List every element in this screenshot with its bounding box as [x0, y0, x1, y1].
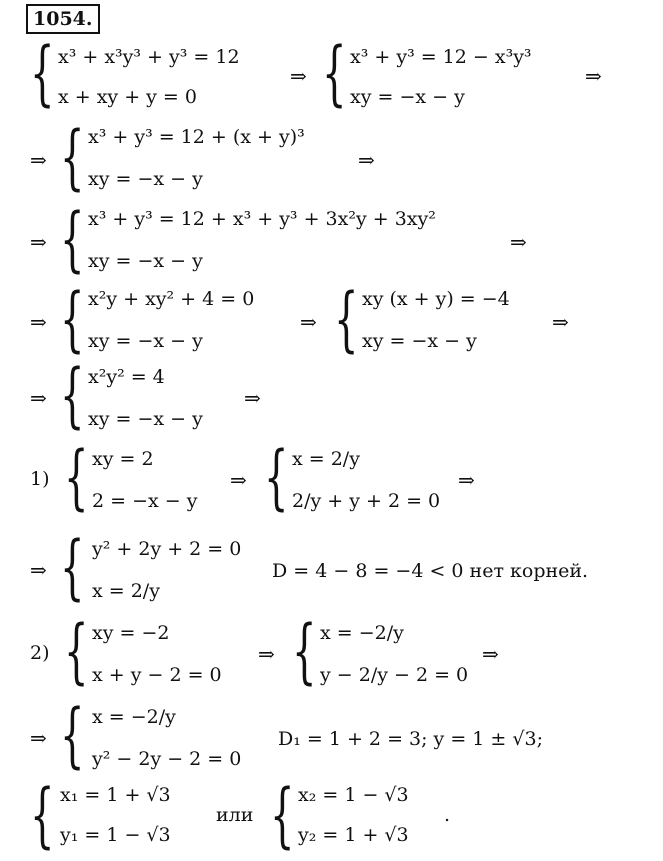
implies-arrow: ⇒ — [482, 642, 499, 666]
implies-arrow: ⇒ — [30, 726, 47, 750]
equation: 2/y + y + 2 = 0 — [292, 490, 441, 512]
system-brace: { — [60, 278, 85, 360]
equation: x²y + xy² + 4 = 0 — [88, 288, 255, 310]
equation: xy = −2 — [92, 622, 170, 644]
implies-arrow: ⇒ — [30, 310, 47, 334]
implies-arrow: ⇒ — [30, 230, 47, 254]
equation: 2 = −x − y — [92, 490, 198, 512]
implies-arrow: ⇒ — [358, 148, 375, 172]
system-brace: { — [60, 526, 85, 608]
equation: xy = −x − y — [88, 330, 203, 352]
equation: xy = −x − y — [88, 168, 203, 190]
equation: xy = 2 — [92, 448, 154, 470]
equation: x = −2/y — [92, 706, 176, 728]
end-period: . — [444, 804, 451, 826]
system-brace: { — [30, 774, 55, 856]
system-brace: { — [270, 774, 295, 856]
discriminant-note: D = 4 − 8 = −4 < 0 нет корней. — [272, 560, 589, 582]
system-brace: { — [264, 436, 289, 518]
system-brace: { — [322, 32, 347, 114]
equation: x + xy + y = 0 — [58, 86, 197, 108]
implies-arrow: ⇒ — [585, 64, 602, 88]
case-label: 1) — [30, 468, 50, 490]
equation: x³ + y³ = 12 − x³y³ — [350, 46, 532, 68]
equation: xy = −x − y — [88, 408, 203, 430]
equation: x²y² = 4 — [88, 366, 165, 388]
equation: y² + 2y + 2 = 0 — [92, 538, 242, 560]
equation: x₁ = 1 + √3 — [60, 784, 171, 806]
implies-arrow: ⇒ — [230, 468, 247, 492]
implies-arrow: ⇒ — [290, 64, 307, 88]
system-brace: { — [60, 198, 85, 280]
equation: x³ + y³ = 12 + x³ + y³ + 3x²y + 3xy² — [88, 208, 436, 230]
equation: y₂ = 1 + √3 — [298, 824, 409, 846]
system-brace: { — [292, 610, 317, 692]
equation: y − 2/y − 2 = 0 — [320, 664, 469, 686]
equation: x = 2/y — [92, 580, 160, 602]
implies-arrow: ⇒ — [510, 230, 527, 254]
equation: y² − 2y − 2 = 0 — [92, 748, 242, 770]
equation: x³ + x³y³ + y³ = 12 — [58, 46, 240, 68]
system-brace: { — [64, 610, 89, 692]
equation: x₂ = 1 − √3 — [298, 784, 409, 806]
system-brace: { — [64, 436, 89, 518]
discriminant-note: D₁ = 1 + 2 = 3; y = 1 ± √3; — [278, 728, 543, 750]
equation: xy = −x − y — [350, 86, 465, 108]
equation: xy = −x − y — [362, 330, 477, 352]
implies-arrow: ⇒ — [300, 310, 317, 334]
implies-arrow: ⇒ — [244, 386, 261, 410]
implies-arrow: ⇒ — [458, 468, 475, 492]
system-brace: { — [60, 354, 85, 436]
equation: x = −2/y — [320, 622, 404, 644]
implies-arrow: ⇒ — [30, 558, 47, 582]
implies-arrow: ⇒ — [258, 642, 275, 666]
problem-number: 1054. — [26, 4, 100, 34]
or-connector: или — [216, 804, 254, 826]
equation: xy = −x − y — [88, 250, 203, 272]
implies-arrow: ⇒ — [30, 386, 47, 410]
system-brace: { — [60, 116, 85, 198]
equation: x + y − 2 = 0 — [92, 664, 222, 686]
system-brace: { — [30, 32, 55, 114]
implies-arrow: ⇒ — [30, 148, 47, 172]
case-label: 2) — [30, 642, 50, 664]
implies-arrow: ⇒ — [552, 310, 569, 334]
system-brace: { — [334, 278, 359, 360]
equation: y₁ = 1 − √3 — [60, 824, 171, 846]
equation: xy (x + y) = −4 — [362, 288, 510, 310]
system-brace: { — [60, 694, 85, 776]
equation: x³ + y³ = 12 + (x + y)³ — [88, 126, 305, 148]
equation: x = 2/y — [292, 448, 360, 470]
